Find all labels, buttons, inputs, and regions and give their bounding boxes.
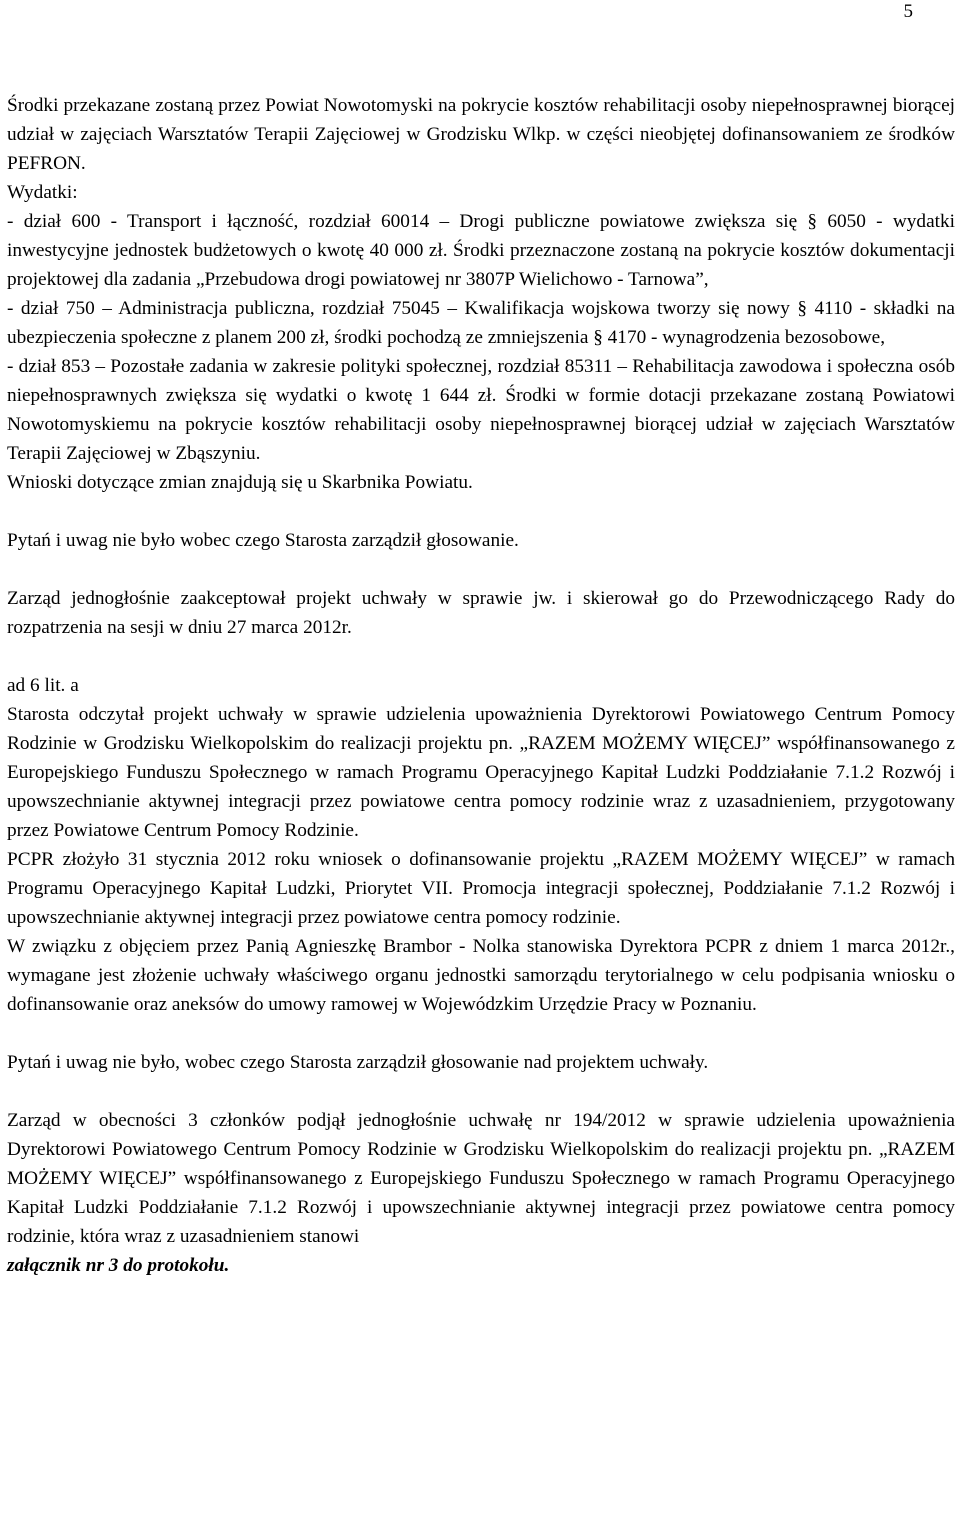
- paragraph-board-decision: Zarząd jednogłośnie zaakceptował projekt uchwały w sprawie jw. i skierował go do Przewodniczącego Rady do rozpatrzenia na sesji w dniu 27 marca 2012r.: [7, 588, 955, 638]
- paragraph-vote-1: Pytań i uwag nie było wobec czego Starosta zarządził głosowanie.: [7, 530, 519, 551]
- spacer: [7, 555, 955, 584]
- paragraph-vote-2: Pytań i uwag nie było, wobec czego Starosta zarządził głosowanie nad projektem uchwały.: [7, 1052, 709, 1073]
- paragraph-resolution-draft: Starosta odczytał projekt uchwały w sprawie udzielenia upoważnienia Dyrektorowi Powiatowego Centrum Pomocy Rodzinie w Grodzisku Wielkopolskim do realizacji projektu pn. „RAZEM MOŻEMY WIĘCEJ” współfinansowanego z Europejskiego Funduszu Społecznego w ramach Programu Operacyjnego Kapitał Ludzki Poddziałanie 7.1.2 Rozwój i upowszechnianie aktywnej integracji przez powiatowe centra pomocy rodzinie wraz z uzasadnieniem, przygotowany przez Powiatowe Centrum Pomocy Rodzinie.: [7, 704, 955, 841]
- spacer: [7, 497, 955, 526]
- spacer: [7, 1019, 955, 1048]
- paragraph-funds-transfer: Środki przekazane zostaną przez Powiat Nowotomyski na pokrycie kosztów rehabilitacji osoby niepełnosprawnej biorącej udział w zajęciach Warsztatów Terapii Zajęciowej w Grodzisku Wlkp. w części nieobjętej dofinansowaniem ze środków PEFRON.: [7, 95, 955, 174]
- paragraph-division-750: - dział 750 – Administracja publiczna, rozdział 75045 – Kwalifikacja wojskowa tworzy się nowy § 4110 - składki na ubezpieczenia społeczne z planem 200 zł, środki pochodzą ze zmniejszenia § 4170 - wynagrodzenia bezosobowe,: [7, 298, 955, 348]
- paragraph-resolution-194: Zarząd w obecności 3 członków podjął jednogłośnie uchwałę nr 194/2012 w sprawie udzielenia upoważnienia Dyrektorowi Powiatowego Centrum Pomocy Rodzinie w Grodzisku Wielkopolskim do realizacji projektu pn. „RAZEM MOŻEMY WIĘCEJ” współfinansowanego z Europejskiego Funduszu Społecznego w ramach Programu Operacyjnego Kapitał Ludzki Poddziałanie 7.1.2 Rozwój i upowszechnianie aktywnej integracji przez powiatowe centra pomocy rodzinie, która wraz z uzasadnieniem stanowi: [7, 1110, 955, 1247]
- paragraph-division-600: - dział 600 - Transport i łączność, rozdział 60014 – Drogi publiczne powiatowe zwiększa się § 6050 - wydatki inwestycyjne jednostek budżetowych o kwotę 40 000 zł. Środki przeznaczone zostaną na pokrycie kosztów dokumentacji projektowej dla zadania „Przebudowa drogi powiatowej nr 3807P Wielichowo - Tarnowa”,: [7, 211, 955, 290]
- page-number: 5: [903, 1, 913, 22]
- paragraph-item-heading: ad 6 lit. a: [7, 675, 79, 696]
- paragraph-director-change: W związku z objęciem przez Panią Agnieszkę Brambor - Nolka stanowiska Dyrektora PCPR z dniem 1 marca 2012r., wymagane jest złożenie uchwały właściwego organu jednostki samorządu terytorialnego w celu podpisania wniosku o dofinansowanie oraz aneksów do umowy ramowej w Wojewódzkim Urzędzie Pracy w Poznaniu.: [7, 936, 955, 1015]
- spacer: [7, 642, 955, 671]
- attachment-note: załącznik nr 3 do protokołu.: [7, 1255, 230, 1276]
- paragraph-pcpr-application: PCPR złożyło 31 stycznia 2012 roku wniosek o dofinansowanie projektu „RAZEM MOŻEMY WIĘCEJ” w ramach Programu Operacyjnego Kapitał Ludzki, Priorytet VII. Promocja integracji społecznej, Poddziałanie 7.1.2 Rozwój i upowszechnianie aktywnej integracji przez powiatowe centra pomocy rodzinie.: [7, 849, 955, 928]
- paragraph-treasurer-note: Wnioski dotyczące zmian znajdują się u Skarbnika Powiatu.: [7, 472, 473, 493]
- document-body: [7, 91, 955, 1280]
- spacer: [7, 1077, 955, 1106]
- paragraph-expenses-heading: Wydatki:: [7, 182, 78, 203]
- paragraph-division-853: - dział 853 – Pozostałe zadania w zakresie polityki społecznej, rozdział 85311 – Rehabilitacja zawodowa i społeczna osób niepełnosprawnych zwiększa się wydatki o kwotę 1 644 zł. Środki w formie dotacji przekazane zostaną Powiatowi Nowotomyskiemu na pokrycie kosztów rehabilitacji osoby niepełnosprawnej biorącej udział w zajęciach Warsztatów Terapii Zajęciowej w Zbąszyniu.: [7, 356, 955, 464]
